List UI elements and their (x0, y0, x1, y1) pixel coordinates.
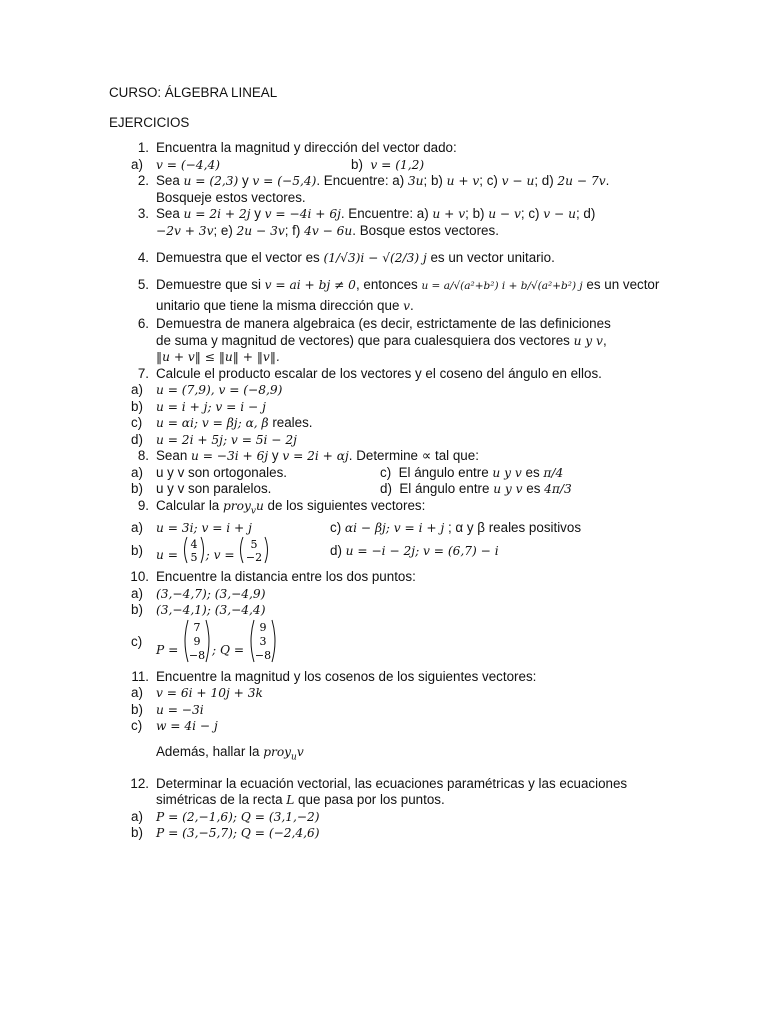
option-math: v = (1,2) (370, 157, 425, 172)
text: ; d) (575, 206, 596, 221)
math: v = 2i + αj (282, 449, 349, 463)
text: ; c) (479, 173, 502, 188)
text: Sean (156, 448, 191, 463)
math: v (250, 506, 256, 517)
exercise-12-item (109, 825, 729, 842)
math: 2u − 7v (557, 174, 606, 188)
text: reales. (268, 415, 313, 430)
exercise-7-item (109, 399, 729, 416)
option-math: (3,−4,1); (3,−4,4) (156, 603, 266, 618)
exercise-text: Encuentre la magnitud y los cosenos de los siguientes vectores: (156, 668, 537, 684)
exercise-9 (109, 498, 729, 520)
option-label: b) (131, 602, 143, 618)
text: Demuestra de manera algebraica (es decir, estrictamente de las definiciones (156, 316, 611, 331)
exercise-4 (109, 247, 729, 269)
option-math: P = (2,−1,6); Q = (3,1,−2) (156, 809, 320, 824)
option-label: c) (330, 519, 342, 535)
option-label: a) (131, 685, 143, 701)
exercise-12 (109, 776, 729, 809)
math: −2v + 3v (156, 223, 214, 238)
math: u (291, 752, 297, 763)
option-label: a) (131, 519, 143, 535)
exercise-2 (109, 173, 729, 206)
text: . (410, 298, 414, 313)
option-math: u = 3i; v = i + j (156, 520, 252, 535)
option-text: u y v son ortogonales. (156, 464, 288, 480)
vector-entry: 5 (250, 538, 258, 552)
option-math: u = −i − 2j; v = (6,7) − i (345, 544, 499, 559)
vector-entry: −2 (246, 551, 263, 565)
option-math: u = 2i + 5j; v = 5i − 2j (156, 432, 297, 447)
exercise-text: Encuentre la distancia entre los dos puntos: (156, 569, 416, 585)
option-math: w = 4i − j (156, 719, 218, 734)
text: , (602, 332, 607, 348)
math: u = 2i + 2j (183, 207, 251, 221)
text: ; b) (423, 173, 447, 188)
text: ; α y β reales positivos (444, 519, 582, 535)
math: π/4 (543, 465, 564, 480)
math: 4π/3 (544, 482, 572, 496)
section-title: EJERCICIOS (109, 115, 190, 130)
text: Demuestra que el vector es (156, 250, 324, 265)
text: es un vector unitario. (426, 250, 555, 265)
math: L (286, 793, 295, 808)
text: Demuestre que si (156, 277, 265, 292)
option-math: u = i + j; v = i − j (156, 399, 266, 414)
exercise-12-item (109, 809, 729, 826)
text: Además, hallar la (156, 743, 264, 759)
exercise-number: 3. (137, 206, 149, 221)
text: Bosqueje estos vectores. (156, 189, 306, 205)
math: u = −3i + 6j (191, 449, 269, 463)
option-math: v = 6i + 10j + 3k (156, 686, 263, 701)
exercise-9-options (109, 536, 729, 566)
option-label: a) (131, 808, 143, 824)
exercise-8-options (109, 481, 729, 498)
exercise-11 (109, 669, 729, 686)
text: Determinar la ecuación vectorial, las ecuaciones paramétricas y las ecuaciones (156, 775, 628, 791)
text: de los siguientes vectores: (263, 497, 426, 513)
exercise-10 (109, 569, 729, 586)
math: u + v (446, 174, 480, 188)
option-label: a) (131, 382, 143, 397)
option-label: c) (131, 415, 143, 430)
text: ; c) (520, 206, 544, 221)
math: 3u (407, 174, 424, 188)
math: P = (156, 642, 179, 657)
text: ; e) (213, 222, 237, 238)
option-label: c) (131, 633, 143, 649)
math: v = ai + bj ≠ 0 (264, 278, 356, 292)
exercise-7-item (109, 415, 729, 432)
text: es (522, 481, 545, 496)
math: v (296, 744, 304, 759)
vector-entry: 9 (193, 634, 201, 648)
option-label: d) (380, 481, 392, 496)
math: proy (222, 498, 251, 513)
exercise-1 (109, 140, 729, 157)
vector-entry: 3 (259, 634, 267, 648)
exercise-number: 6. (137, 316, 149, 331)
math: v = (−5,4) (252, 174, 317, 188)
option-math: u = αi; v = βj; α, β (156, 416, 269, 430)
exercise-11-extra (109, 744, 729, 766)
text: unitario que tiene la misma dirección que (156, 298, 404, 313)
text: y (238, 173, 253, 188)
exercise-number: 8. (137, 448, 149, 463)
option-label: b) (351, 156, 363, 172)
text: simétricas de la recta (156, 792, 287, 808)
exercise-text: Calcule el producto escalar de los vectores y el coseno del ángulo en ellos. (156, 365, 602, 381)
exercise-7 (109, 366, 729, 383)
course-title: CURSO: ÁLGEBRA LINEAL (109, 85, 278, 100)
option-label: d) (330, 543, 342, 559)
option-math: (3,−4,7); (3,−4,9) (156, 586, 266, 601)
math: u = (156, 548, 178, 563)
math: v = −4i + 6j (264, 207, 341, 221)
math: ; Q = (212, 642, 245, 657)
text: de suma y magnitud de vectores) que para cualesquiera dos vectores (156, 332, 574, 348)
option-label: b) (131, 398, 143, 414)
exercise-number: 12. (130, 775, 149, 791)
document-body (109, 84, 729, 842)
vector-entry: −8 (254, 648, 271, 662)
exercise-number: 4. (137, 250, 149, 265)
math: ; v = (205, 548, 235, 563)
text: que pasa por los puntos. (294, 792, 445, 808)
exercise-7-item (109, 432, 729, 449)
exercise-10-item (109, 619, 729, 665)
math: u y v (492, 465, 522, 480)
option-math: u = (7,9), v = (−8,9) (156, 383, 283, 397)
option-label: b) (131, 543, 143, 559)
text: es (521, 464, 544, 480)
math: u − v (488, 207, 521, 221)
text: es un vector (582, 277, 660, 292)
exercise-10-item (109, 586, 729, 603)
text: . (605, 173, 610, 188)
math: v − u (543, 207, 576, 221)
exercise-number: 11. (131, 668, 149, 684)
math: u (255, 498, 264, 513)
math: v (403, 299, 411, 313)
option-label: c) (380, 464, 392, 480)
option-label: a) (131, 585, 143, 601)
text: ; d) (534, 173, 558, 188)
exercise-number: 9. (137, 497, 149, 513)
exercise-8-options (109, 465, 729, 482)
exercise-6 (109, 316, 729, 366)
exercise-7-item (109, 382, 729, 399)
math: u y v (493, 482, 523, 496)
exercise-text: Encuentra la magnitud y dirección del vector dado: (156, 140, 457, 155)
option-math: v = (−4,4) (156, 157, 220, 172)
vector-entry: 5 (190, 551, 198, 565)
text: , entonces (355, 277, 422, 292)
exercise-number: 5. (137, 277, 149, 292)
exercise-5 (109, 275, 729, 316)
text: y (268, 448, 283, 463)
option-math: αi − βj; v = i + j (344, 520, 445, 535)
text: Calcular la (156, 497, 223, 513)
text: ; f) (284, 222, 305, 238)
option-label: a) (131, 156, 143, 172)
exercise-8 (109, 448, 729, 465)
text: El ángulo entre (399, 481, 494, 496)
option-text: u y v son paralelos. (156, 481, 272, 496)
exercise-number: 2. (137, 173, 149, 188)
text: ; b) (465, 206, 489, 221)
vector-entry: 9 (259, 620, 267, 634)
option-label: b) (131, 701, 143, 717)
text: Sea (156, 173, 184, 188)
exercise-3 (109, 206, 729, 239)
exercise-11-item (109, 685, 729, 702)
math: v − u (501, 174, 535, 188)
text: . Determine ∝ tal que: (348, 448, 479, 463)
exercise-11-item (109, 702, 729, 719)
math: ‖u + v‖ ≤ ‖u‖ + ‖v‖. (156, 350, 280, 364)
text: . Encuentre: a) (316, 173, 408, 188)
math: u y v (573, 333, 603, 348)
text: y (250, 206, 265, 221)
exercise-number: 1. (137, 140, 149, 155)
vector-entry: −8 (188, 648, 206, 662)
exercise-number: 7. (137, 365, 149, 381)
math: proy (263, 744, 292, 759)
option-label: a) (131, 464, 143, 480)
math: 4v − 6u (304, 223, 353, 238)
exercise-11-item (109, 718, 729, 735)
option-math: u = −3i (156, 702, 204, 717)
text: . Bosque estos vectores. (352, 222, 499, 238)
text: . Encuentre: a) (340, 206, 433, 221)
exercise-1-options (109, 157, 729, 174)
exercise-10-item (109, 602, 729, 619)
option-math: P = (3,−5,7); Q = (−2,4,6) (156, 826, 320, 841)
math: 2u − 3v (236, 223, 285, 238)
exercise-9-options (109, 520, 729, 537)
math: u + v (432, 207, 466, 221)
option-label: b) (131, 481, 143, 496)
text: El ángulo entre (398, 464, 493, 480)
math: u = (2,3) (183, 174, 239, 188)
option-label: c) (131, 718, 143, 734)
option-label: b) (131, 825, 143, 841)
text: Sea (156, 206, 184, 221)
option-label: d) (131, 431, 143, 447)
exercise-number: 10. (130, 569, 149, 585)
math: (1/√3)i − √(2/3) j (323, 251, 427, 265)
vector-entry: 4 (190, 538, 198, 552)
math: u = a/√(a²+b²) i + b/√(a²+b²) j (421, 280, 583, 292)
vector-entry: 7 (193, 620, 201, 634)
